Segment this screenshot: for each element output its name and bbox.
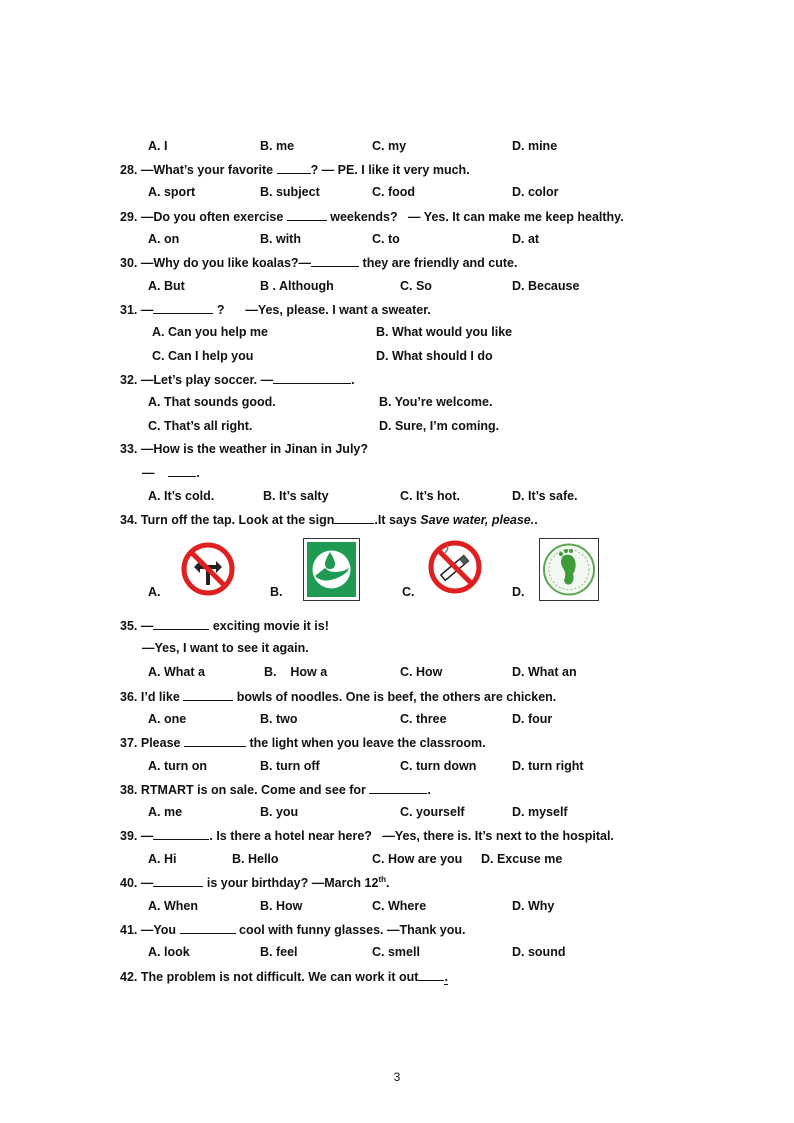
q40-option-b: B. How: [260, 899, 303, 913]
page-number: 3: [393, 1070, 401, 1084]
q31-option-c: C. Can I help you: [152, 349, 254, 363]
q28-option-c: C. food: [372, 185, 416, 199]
answer-blank[interactable]: [418, 968, 444, 981]
answer-blank[interactable]: [287, 208, 327, 221]
q42-stem: 42. The problem is not difficult. We can work it out .: [120, 970, 448, 984]
q28-option-d: D. color: [512, 185, 559, 199]
q41-option-d: D. sound: [512, 945, 566, 959]
answer-blank[interactable]: [153, 874, 203, 887]
q37-option-b: B. turn off: [260, 759, 320, 773]
q35-option-b: B. How a: [264, 665, 328, 679]
q37-stem: 37. Please the light when you leave the classroom.: [120, 736, 486, 750]
q31-option-d: D. What should I do: [376, 349, 493, 363]
q31-option-b: B. What would you like: [376, 325, 513, 339]
q41-stem: 41. —You cool with funny glasses. —Thank you.: [120, 923, 466, 937]
q30-stem: 30. —Why do you like koalas?— they are friendly and cute.: [120, 256, 518, 270]
q27-option-c: C. my: [372, 139, 407, 153]
q33-reply: — .: [142, 466, 200, 480]
q30-option-c: C. So: [400, 279, 432, 293]
q40-option-a: A. When: [148, 899, 198, 913]
q33-option-d: D. It’s safe.: [512, 489, 578, 503]
q34-option-d-label: D.: [512, 585, 525, 599]
q30-option-a: A. But: [148, 279, 185, 293]
q39-option-d: D. Excuse me: [481, 852, 563, 866]
q38-stem: 38. RTMART is on sale. Come and see for .: [120, 783, 431, 797]
q40-option-c: C. Where: [372, 899, 427, 913]
q36-stem: 36. I’d like bowls of noodles. One is beef, the others are chicken.: [120, 690, 557, 704]
q34-stem: 34. Turn off the tap. Look at the sign .It says Save water, please..: [120, 513, 538, 527]
q34-option-b-label: B.: [270, 585, 283, 599]
q29-stem: 29. —Do you often exercise weekends? — Yes. It can make me keep healthy.: [120, 210, 624, 224]
q40-stem: 40. — is your birthday? —March 12th.: [120, 875, 390, 890]
q36-option-d: D. four: [512, 712, 553, 726]
q34-option-a-label: A.: [148, 585, 161, 599]
q35-option-d: D. What an: [512, 665, 577, 679]
question-number: 28.: [120, 163, 138, 177]
q31-stem: 31. — ? —Yes, please. I want a sweater.: [120, 303, 431, 317]
q29-option-d: D. at: [512, 232, 540, 246]
q30-option-b: B . Although: [260, 279, 334, 293]
q40-option-d: D. Why: [512, 899, 555, 913]
answer-blank[interactable]: [153, 827, 209, 840]
q41-option-c: C. smell: [372, 945, 420, 959]
no-smoking-sign-icon: [427, 539, 483, 595]
q38-option-d: D. myself: [512, 805, 568, 819]
q36-option-b: B. two: [260, 712, 298, 726]
q29-option-c: C. to: [372, 232, 400, 246]
q35-reply: —Yes, I want to see it again.: [142, 641, 309, 655]
answer-blank[interactable]: [369, 781, 427, 794]
answer-blank[interactable]: [153, 301, 213, 314]
q28-option-a: A. sport: [148, 185, 196, 199]
green-footprint-sign-icon: [539, 538, 599, 601]
q34-option-c-label: C.: [402, 585, 415, 599]
q27-option-a: A. I: [148, 139, 168, 153]
answer-blank[interactable]: [311, 254, 359, 267]
answer-blank[interactable]: [153, 617, 209, 630]
q28-stem: 28. —What’s your favorite ? — PE. I like it very much.: [120, 163, 470, 177]
q30-option-d: D. Because: [512, 279, 580, 293]
q28-option-b: B. subject: [260, 185, 320, 199]
answer-blank[interactable]: [273, 371, 351, 384]
q38-option-b: B. you: [260, 805, 299, 819]
q33-option-c: C. It’s hot.: [400, 489, 460, 503]
q33-stem: 33. —How is the weather in Jinan in July?: [120, 442, 368, 456]
q27-option-d: D. mine: [512, 139, 558, 153]
q36-option-c: C. three: [400, 712, 447, 726]
no-turn-sign-icon: [180, 541, 236, 597]
q32-option-b: B. You’re welcome.: [379, 395, 493, 409]
q39-option-b: B. Hello: [232, 852, 279, 866]
q35-stem: 35. — exciting movie it is!: [120, 619, 329, 633]
q37-option-a: A. turn on: [148, 759, 208, 773]
q35-option-c: C. How: [400, 665, 443, 679]
answer-blank[interactable]: [168, 464, 196, 477]
q32-stem: 32. —Let’s play soccer. — .: [120, 373, 355, 387]
q29-option-a: A. on: [148, 232, 180, 246]
answer-blank[interactable]: [180, 921, 236, 934]
q38-option-a: A. me: [148, 805, 183, 819]
q33-option-b: B. It’s salty: [263, 489, 329, 503]
answer-blank[interactable]: [184, 734, 246, 747]
water-hand-sign-icon: [303, 538, 360, 601]
q37-option-c: C. turn down: [400, 759, 477, 773]
q41-option-a: A. look: [148, 945, 190, 959]
q32-option-d: D. Sure, I’m coming.: [379, 419, 500, 433]
answer-blank[interactable]: [334, 511, 374, 524]
q36-option-a: A. one: [148, 712, 187, 726]
q33-option-a: A. It’s cold.: [148, 489, 215, 503]
q29-option-b: B. with: [260, 232, 301, 246]
q32-option-c: C. That’s all right.: [148, 419, 253, 433]
q39-option-a: A. Hi: [148, 852, 177, 866]
q32-option-a: A. That sounds good.: [148, 395, 276, 409]
answer-blank[interactable]: [183, 688, 233, 701]
q39-stem: 39. — . Is there a hotel near here? —Yes, there is. It’s next to the hospital.: [120, 829, 614, 843]
q31-option-a: A. Can you help me: [152, 325, 268, 339]
q41-option-b: B. feel: [260, 945, 298, 959]
q35-option-a: A. What a: [148, 665, 205, 679]
q27-option-b: B. me: [260, 139, 295, 153]
q39-option-c: C. How are you: [372, 852, 463, 866]
answer-blank[interactable]: [277, 161, 311, 174]
q38-option-c: C. yourself: [400, 805, 465, 819]
q37-option-d: D. turn right: [512, 759, 584, 773]
